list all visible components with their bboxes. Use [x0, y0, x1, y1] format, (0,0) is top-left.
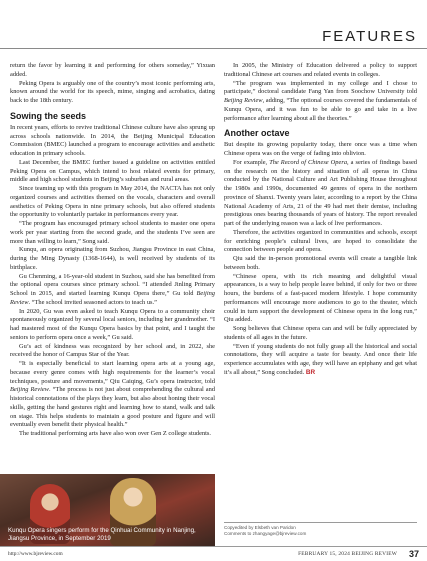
paragraph: In 2005, the Ministry of Education delivered a policy to support traditional Chinese art courses and related events in colleges.: [224, 62, 417, 78]
page-header: [0, 0, 427, 56]
paragraph: In recent years, efforts to revive traditional Chinese culture have also sprung up across schools nationwide. In 2014, the Beijing Municipal Education Commission (BMEC) launched a program to encourage activities and aesthetic education in primary schools.: [10, 123, 215, 157]
section-title: FEATURES: [322, 28, 417, 45]
paragraph: Since teaming up with this program in May 2014, the NACTA has not only organized courses and activities themed on the vocals, characters and overall aesthetics of Peking Opera in nine primary schools, but also offered students the opportunity to voluntarily partake in performances every year.: [10, 185, 215, 219]
paragraph: The traditional performing arts have also won over Gen Z college students.: [19, 430, 212, 437]
subheading-octave: Another octave: [224, 128, 290, 139]
copyeditor-line: Copyedited by Elsbeth van Paridon: [224, 525, 296, 530]
subheading-sowing: Sowing the seeds: [10, 110, 87, 121]
paragraph: [10, 360, 215, 430]
text-run: For example,: [233, 158, 270, 166]
text-run: “The program was implemented in my college and I chose to participate,” doctoral candidate Fang Yan from Soochow University told: [224, 79, 417, 96]
paragraph: Peking Opera is arguably one of the country’s most iconic performing arts, known around the world for its speech, mime, singing and acrobatics, dating back to the 18th century.: [10, 79, 215, 104]
paragraph: Gu’s act of kindness was recognized by her school and, in 2022, she received the honor of Campus Star of the Year.: [10, 342, 215, 359]
issue-date: FEBRUARY 15, 2024 BEIJING REVIEW: [298, 551, 397, 557]
paragraph: [224, 80, 417, 124]
paragraph: But despite its growing popularity today, there once was a time when Chinese opera was on the verge of fading into oblivion.: [224, 141, 417, 157]
text-run: . “The school invited seasoned actors to teach us.”: [28, 298, 157, 306]
publication-name: Beijing Review: [10, 290, 215, 306]
page-footer: [0, 546, 427, 561]
paragraph: Last December, the BMEC further issued a guideline on activities entitled Peking Opera on Campus, which intend to host related events for primary, middle and high school students in Beijing’s suburban and rural areas.: [10, 158, 215, 184]
opera-photo: [0, 474, 215, 546]
left-column: [10, 62, 215, 439]
paragraph: Kunqu, an opera originating from Suzhou, Jiangsu Province in east China, during the Ming Dynasty (1368-1644), is well received by students of its birthplace.: [10, 246, 215, 271]
right-column: [224, 62, 417, 378]
publication-name: The Record of Chinese Opera: [269, 158, 348, 166]
text-run: Gu Chenming, a 16-year-old student in Suzhou, said she has benefited from the optional opera courses since primary school. “I attended Jinling Primary School in 2015, and started learning Kunqu Opera there,” Gu told: [10, 272, 215, 297]
paragraph: return the favor by learning it and performing for others someday,” Yixuan added.: [10, 62, 215, 78]
comments-line: Comments to zhangyage@bjreview.com: [224, 531, 307, 536]
text-run: “Even if young students do not fully grasp all the historical and social connotations, they will acquire a taste for beauty. And once their life experience accumulates with age, they will have an epiphany and get what it’s all about,” Song concluded.: [224, 342, 417, 376]
photo-caption: Kunqu Opera singers perform for the Qinhuai Community in Nanjing, Jiangsu Province, in September 2019: [8, 527, 196, 542]
paragraph: Song believes that Chinese opera can and will be fully appreciated by students of all ages in the future.: [224, 325, 417, 341]
text-run: , a series of findings based on the research on the history and situation of all operas in China conducted by the National Culture and Art Publishing House throughout the 1980s and 1990s, documented 49 genres of opera in the northern province of Shanxi. Twenty years later, according to a report by the China National Academy of Arts, 21 of the 49 had met their demise, including prestigious ones bearing thousands of years of history. The report revealed part of the underlying reason was a lack of live performances.: [224, 158, 417, 227]
paragraph: In 2020, Gu was even asked to teach Kunqu Opera to a community choir spontaneously organized by several local seniors, including her grandmother. “I had mastered most of the Kunqu Opera basics by that point, and I taught the seniors to perform opera once a week,” Gu said.: [10, 307, 215, 341]
paragraph: Therefore, the activities organized in communities and schools, except for enriching people’s cultural lives, are hoped to consolidate the connection between people and opera.: [224, 228, 417, 254]
text-run: “It is especially beneficial to start learning opera arts at a young age, because every genre comes with high requirements for the learner’s vocal techniques, posture and movements,” Qiu Caiqing, Gu’s opera instructor, told: [10, 360, 215, 385]
paragraph: [224, 343, 417, 378]
publication-name: Beijing Review: [10, 386, 49, 394]
paragraph: “The program has encouraged primary school students to master one opera work per year starting from the second grade, and the students I’ve seen are more than willing to learn,” Song said.: [10, 220, 215, 245]
paragraph: Qiu said the in-person promotional events will create a tangible link between both.: [224, 255, 417, 271]
paragraph: [224, 159, 417, 229]
page-number: 37: [408, 549, 419, 559]
end-mark: BR: [305, 368, 316, 376]
text-run: , adding, “The optional courses covered the fundamentals of Kunqu Opera, and it was fun to be able to go and take in a live performance after learning about all the theories.”: [224, 97, 417, 122]
website-link[interactable]: http://www.bjreview.com: [8, 551, 63, 557]
publication-name: Beijing Review: [224, 97, 263, 104]
paragraph: [10, 273, 215, 308]
text-run: . “The process is not just about comprehending the cultural and historical connotations of the plays they learn, but also about honing their vocal skills, getting the hand gestures right and learning how to stand, walk and talk on stage. This helps students to maintain a good posture and figure and will eventually even benefit their physical health.”: [10, 386, 215, 429]
paragraph: “Chinese opera, with its rich meaning and delightful visual appearances, is a way to help people leave behind, if only for two or three hours, the burdens of a fast-paced modern lifestyle. I hope community performances will encourage more audiences to go to the theater, which could in turn support the development of Chinese opera in the long run,” Qiu added.: [224, 272, 417, 324]
credit-box: [224, 522, 417, 537]
header-rule: [0, 48, 427, 49]
